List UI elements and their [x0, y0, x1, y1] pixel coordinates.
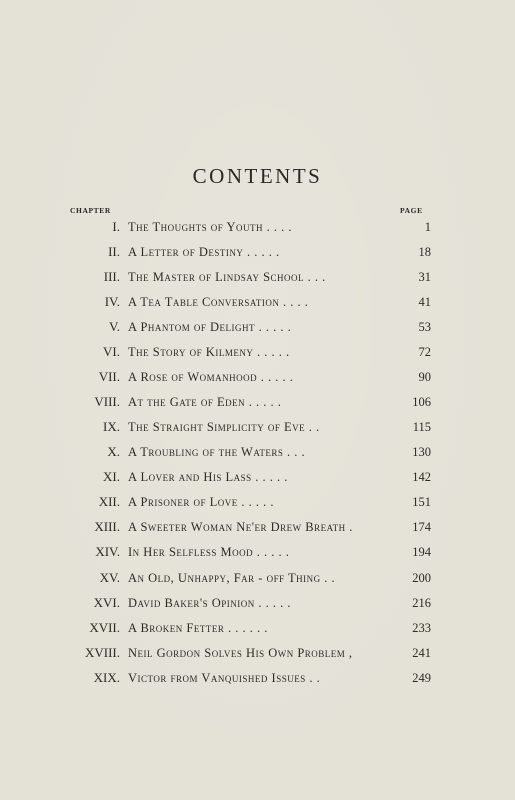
page-number: 216 — [412, 596, 431, 610]
chapter-title: A Troubling of the Waters . . . — [128, 445, 306, 459]
toc-entry — [0, 216, 515, 238]
toc-entry — [0, 466, 515, 488]
chapter-title: David Baker's Opinion . . . . . — [128, 596, 291, 610]
chapter-number: XII. — [98, 494, 120, 509]
chapter-number: XVI. — [93, 595, 120, 610]
chapter-title: A Phantom of Delight . . . . . — [128, 320, 292, 334]
chapter-number: IX. — [103, 419, 120, 434]
chapter-number: IV. — [104, 294, 120, 309]
toc-entry — [0, 592, 515, 614]
page-number: 72 — [418, 345, 431, 359]
page-number: 241 — [412, 646, 431, 660]
page-number: 31 — [418, 270, 431, 284]
chapter-title: A Letter of Destiny . . . . . — [128, 245, 280, 259]
chapter-number: II. — [108, 244, 120, 259]
toc-entry — [0, 291, 515, 313]
chapter-number: V. — [109, 319, 120, 334]
page-number: 106 — [412, 395, 431, 409]
toc-entry — [0, 266, 515, 288]
chapter-number: VIII. — [94, 394, 120, 409]
toc-entry — [0, 341, 515, 363]
page-number: 115 — [412, 420, 431, 434]
page-number: 41 — [418, 295, 431, 309]
chapter-title: A Broken Fetter . . . . . . — [128, 621, 268, 635]
chapter-title: In Her Selfless Mood . . . . . — [128, 545, 290, 559]
page-number: 90 — [418, 370, 431, 384]
page-number: 200 — [412, 571, 431, 585]
toc-entry — [0, 416, 515, 438]
page-number: 130 — [412, 445, 431, 459]
chapter-number: XIX. — [93, 670, 120, 685]
chapter-title: A Lover and His Lass . . . . . — [128, 470, 288, 484]
page-number: 249 — [412, 671, 431, 685]
toc-entry — [0, 642, 515, 664]
page-number: 53 — [418, 320, 431, 334]
toc-entry — [0, 667, 515, 689]
chapter-number: XI. — [103, 469, 120, 484]
chapter-title: The Story of Kilmeny . . . . . — [128, 345, 290, 359]
chapter-column-label: CHAPTER — [70, 206, 111, 215]
chapter-number: XIV. — [95, 544, 120, 559]
chapter-number: XIII. — [94, 519, 120, 534]
page-number: 151 — [412, 495, 431, 509]
chapter-number: XV. — [99, 570, 120, 585]
chapter-title: Victor from Vanquished Issues . . — [128, 671, 321, 685]
chapter-title: At the Gate of Eden . . . . . — [128, 395, 282, 409]
toc-entry — [0, 541, 515, 563]
page-number: 1 — [424, 220, 431, 234]
page-column-label: PAGE — [400, 206, 423, 215]
toc-entry — [0, 366, 515, 388]
page-number: 174 — [412, 520, 431, 534]
page-number: 18 — [418, 245, 431, 259]
chapter-number: III. — [103, 269, 120, 284]
chapter-title: An Old, Unhappy, Far - off Thing . . — [128, 571, 336, 585]
chapter-number: VII. — [98, 369, 120, 384]
toc-entry — [0, 316, 515, 338]
toc-entry — [0, 241, 515, 263]
chapter-title: Neil Gordon Solves His Own Problem , — [128, 646, 353, 660]
chapter-title: A Rose of Womanhood . . . . . — [128, 370, 294, 384]
chapter-number: XVIII. — [84, 645, 120, 660]
chapter-number: VI. — [103, 344, 120, 359]
chapter-title: A Prisoner of Love . . . . . — [128, 495, 275, 509]
page-number: 233 — [412, 621, 431, 635]
chapter-title: The Thoughts of Youth . . . . — [128, 220, 292, 234]
page-number: 142 — [412, 470, 431, 484]
toc-entry — [0, 441, 515, 463]
chapter-title: The Straight Simplicity of Eve . . — [128, 420, 320, 434]
chapter-title: A Tea Table Conversation . . . . — [128, 295, 309, 309]
toc-entry — [0, 516, 515, 538]
chapter-number: XVII. — [89, 620, 120, 635]
chapter-number: X. — [107, 444, 120, 459]
chapter-title: The Master of Lindsay School . . . — [128, 270, 326, 284]
page-number: 194 — [412, 545, 431, 559]
toc-entry — [0, 567, 515, 589]
page-title: CONTENTS — [192, 164, 323, 188]
toc-entry — [0, 491, 515, 513]
toc-entry — [0, 617, 515, 639]
toc-entry — [0, 391, 515, 413]
chapter-number: I. — [112, 219, 120, 234]
chapter-title: A Sweeter Woman Ne'er Drew Breath . — [128, 520, 353, 534]
